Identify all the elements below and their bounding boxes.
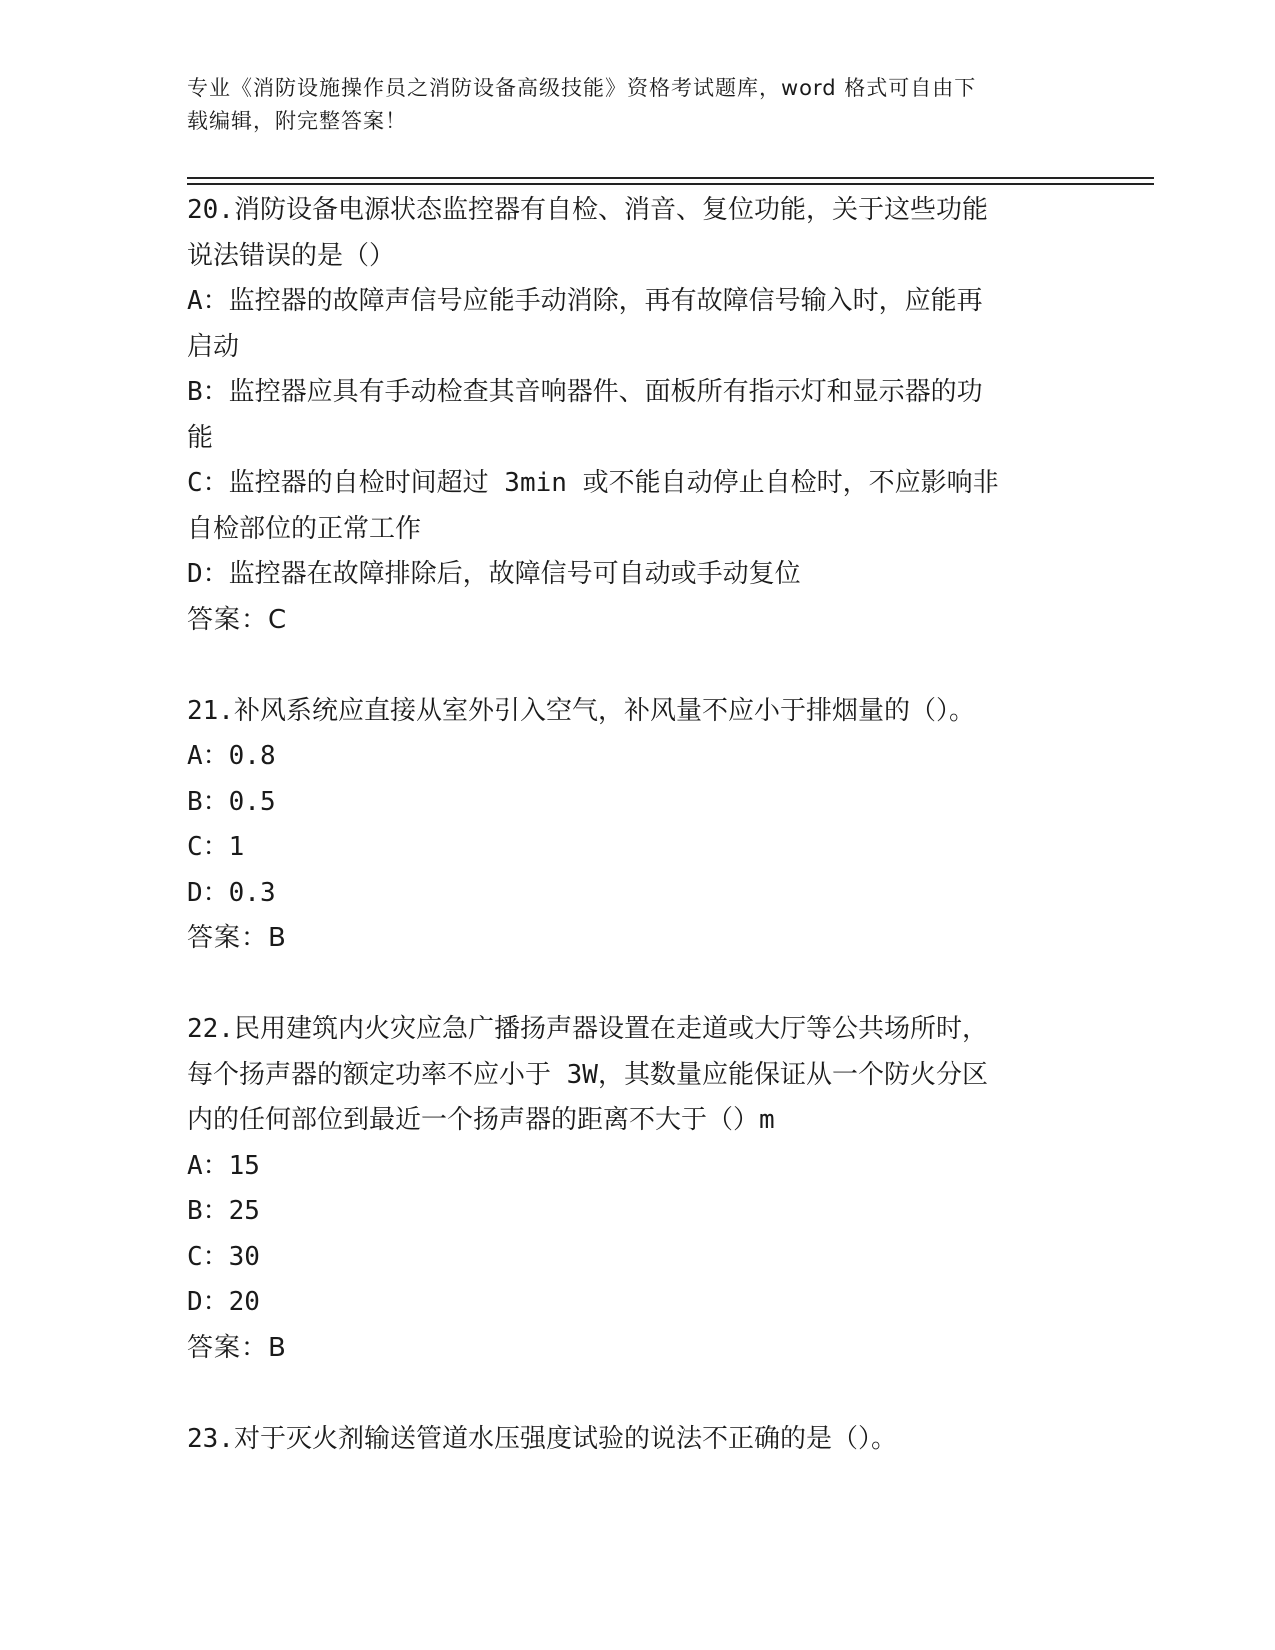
question-block: [187, 1007, 1067, 1371]
option-a: A：15: [187, 1150, 260, 1181]
question-stem: 22.民用建筑内火灾应急广播扬声器设置在走道或大厅等公共场所时，: [187, 1014, 988, 1044]
option-a: A：监控器的故障声信号应能手动消除，再有故障信号输入时，应能再: [187, 286, 983, 316]
question-block: [187, 1417, 1067, 1463]
option-d: D：20: [187, 1287, 260, 1317]
question-block: [187, 689, 1067, 962]
document-header: [187, 72, 1067, 138]
spacer: [187, 962, 1067, 1008]
question-stem: 23.对于灭火剂输送管道水压强度试验的说法不正确的是（）。: [187, 1423, 897, 1454]
option-c: 自检部位的正常工作: [187, 513, 422, 544]
spacer: [187, 643, 1067, 689]
option-b: B：25: [187, 1196, 260, 1226]
question-stem: 21.补风系统应直接从室外引入空气，补风量不应小于排烟量的（）。: [187, 695, 975, 726]
header-divider: [187, 183, 1154, 185]
option-d: D：0.3: [187, 877, 276, 908]
option-b: B：0.5: [187, 786, 276, 817]
spacer: [187, 1371, 1067, 1417]
header-line: 载编辑，附完整答案！: [187, 109, 407, 133]
option-a: A：0.8: [187, 741, 276, 771]
question-stem: 说法错误的是（）: [187, 240, 396, 271]
option-c: C：1: [187, 832, 245, 862]
answer-line: 答案：B: [187, 1332, 287, 1363]
question-stem: 20.消防设备电源状态监控器有自检、消音、复位功能，关于这些功能: [187, 195, 988, 225]
option-a: 启动: [187, 331, 240, 362]
question-stem: 每个扬声器的额定功率不应小于 3W，其数量应能保证从一个防火分区: [187, 1059, 988, 1090]
header-line: 专业《消防设施操作员之消防设备高级技能》资格考试题库，word 格式可自由下: [187, 76, 977, 100]
question-list: [187, 188, 1067, 1462]
answer-line: 答案：B: [187, 923, 287, 953]
option-c: C：监控器的自检时间超过 3min 或不能自动停止自检时，不应影响非: [187, 468, 999, 498]
question-block: [187, 188, 1067, 643]
option-c: C：30: [187, 1241, 260, 1272]
header-divider: [187, 177, 1154, 179]
option-d: D：监控器在故障排除后，故障信号可自动或手动复位: [187, 559, 801, 589]
option-b: 能: [187, 422, 214, 453]
option-b: B：监控器应具有手动检查其音响器件、面板所有指示灯和显示器的功: [187, 377, 983, 407]
question-stem: 内的任何部位到最近一个扬声器的距离不大于（）m: [187, 1105, 775, 1135]
answer-line: 答案：C: [187, 604, 288, 635]
